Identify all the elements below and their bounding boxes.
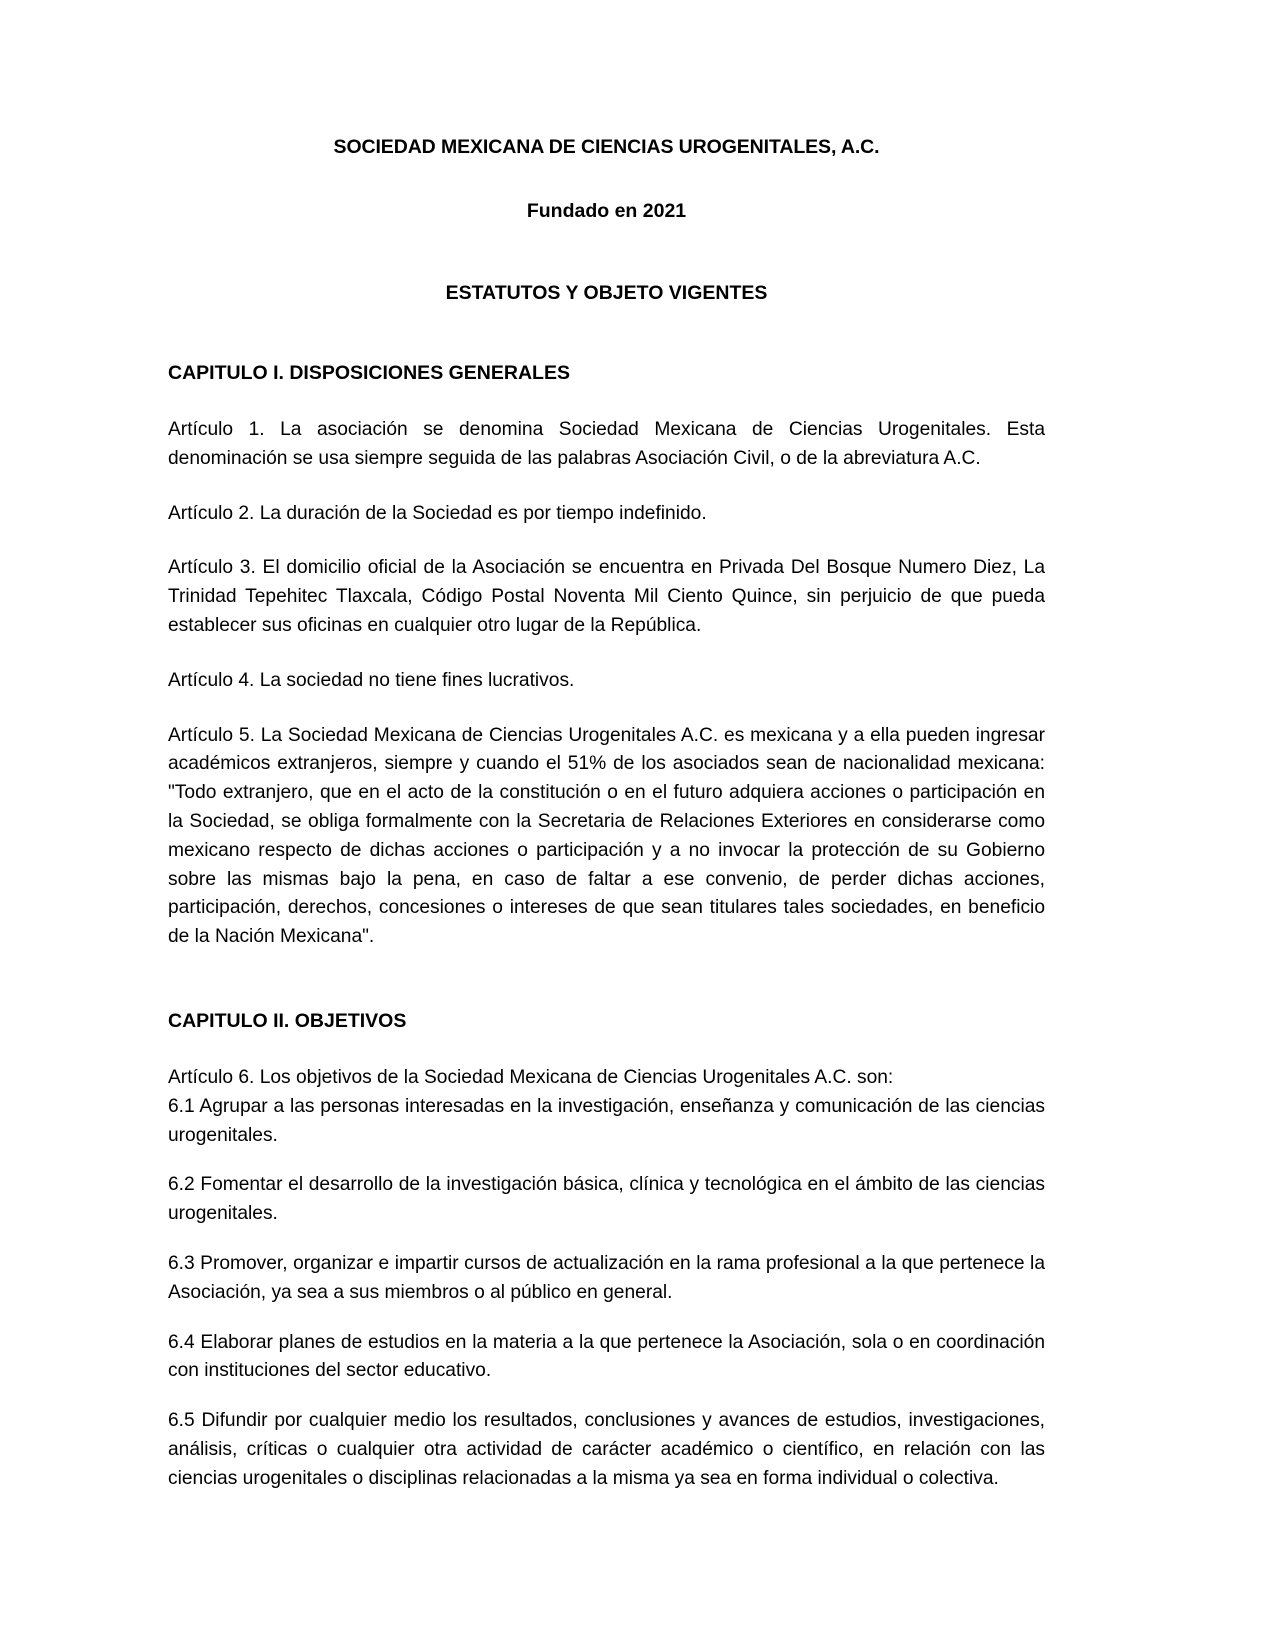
document-content xyxy=(168,0,1045,1494)
article-2-paragraph: Artículo 2. La duración de la Sociedad es por tiempo indefinido. xyxy=(168,502,707,524)
article-4-paragraph: Artículo 4. La sociedad no tiene fines lucrativos. xyxy=(168,669,575,691)
objective-6-4-paragraph: 6.4 Elaborar planes de estudios en la materia a la que pertenece la Asociación, sola o en coordinación con instituciones del sector educativo. xyxy=(168,1331,1045,1382)
objective-6-5-paragraph: 6.5 Difundir por cualquier medio los resultados, conclusiones y avances de estudios, investigaciones, análisis, críticas o cualquier otra actividad de carácter académico o científico, en relación con las ciencias urogenitales o disciplinas relacionadas a la misma ya sea en forma individual o colectiva. xyxy=(168,1410,1045,1489)
chapter-heading-1: CAPITULO I. DISPOSICIONES GENERALES xyxy=(168,362,570,384)
article-5-paragraph: Artículo 5. La Sociedad Mexicana de Ciencias Urogenitales A.C. es mexicana y a ella pueden ingresar académicos extranjeros, siempre y cuando el 51% de los asociados sean de nacionalidad mexicana: "Todo extranjero, que en el acto de la constitución o en el futuro adquiera acciones o participación en la Sociedad, se obliga formalmente con la Secretaria de Relaciones Exteriores en considerarse como mexicano respecto de dichas acciones o participación y a no invocar la protección de su Gobierno sobre las mismas bajo la pena, en caso de faltar a ese convenio, de perder dichas acciones, participación, derechos, concesiones o intereses de que sean titulares tales sociedades, en beneficio de la Nación Mexicana". xyxy=(168,724,1045,948)
article-1-paragraph: Artículo 1. La asociación se denomina Sociedad Mexicana de Ciencias Urogenitales. Esta denominación se usa siempre seguida de las palabras Asociación Civil, o de la abreviatura A.C. xyxy=(168,419,1045,469)
founded-line: Fundado en 2021 xyxy=(526,200,687,222)
document-subtitle: ESTATUTOS Y OBJETO VIGENTES xyxy=(445,282,768,304)
objective-6-3-paragraph: 6.3 Promover, organizar e impartir cursos de actualización en la rama profesional a la que pertenece la Asociación, ya sea a sus miembros o al público en general. xyxy=(168,1252,1045,1303)
chapter-heading-2: CAPITULO II. OBJETIVOS xyxy=(168,1009,407,1032)
article-3-paragraph: Artículo 3. El domicilio oficial de la Asociación se encuentra en Privada Del Bosque Numero Diez, La Trinidad Tepehitec Tlaxcala, Código Postal Noventa Mil Ciento Quince, sin perjuicio de que pueda establecer sus oficinas en cualquier otro lugar de la República. xyxy=(168,557,1045,636)
objective-6-2-paragraph: 6.2 Fomentar el desarrollo de la investigación básica, clínica y tecnológica en el ámbito de las ciencias urogenitales. xyxy=(168,1174,1045,1225)
title-block xyxy=(168,0,1045,306)
article-6-paragraph: Artículo 6. Los objetivos de la Sociedad Mexicana de Ciencias Urogenitales A.C. son: xyxy=(168,1066,894,1088)
page-title: SOCIEDAD MEXICANA DE CIENCIAS UROGENITALES, A.C. xyxy=(333,136,880,158)
objective-6-1-paragraph: 6.1 Agrupar a las personas interesadas en la investigación, enseñanza y comunicación de las ciencias urogenitales. xyxy=(168,1095,1045,1146)
